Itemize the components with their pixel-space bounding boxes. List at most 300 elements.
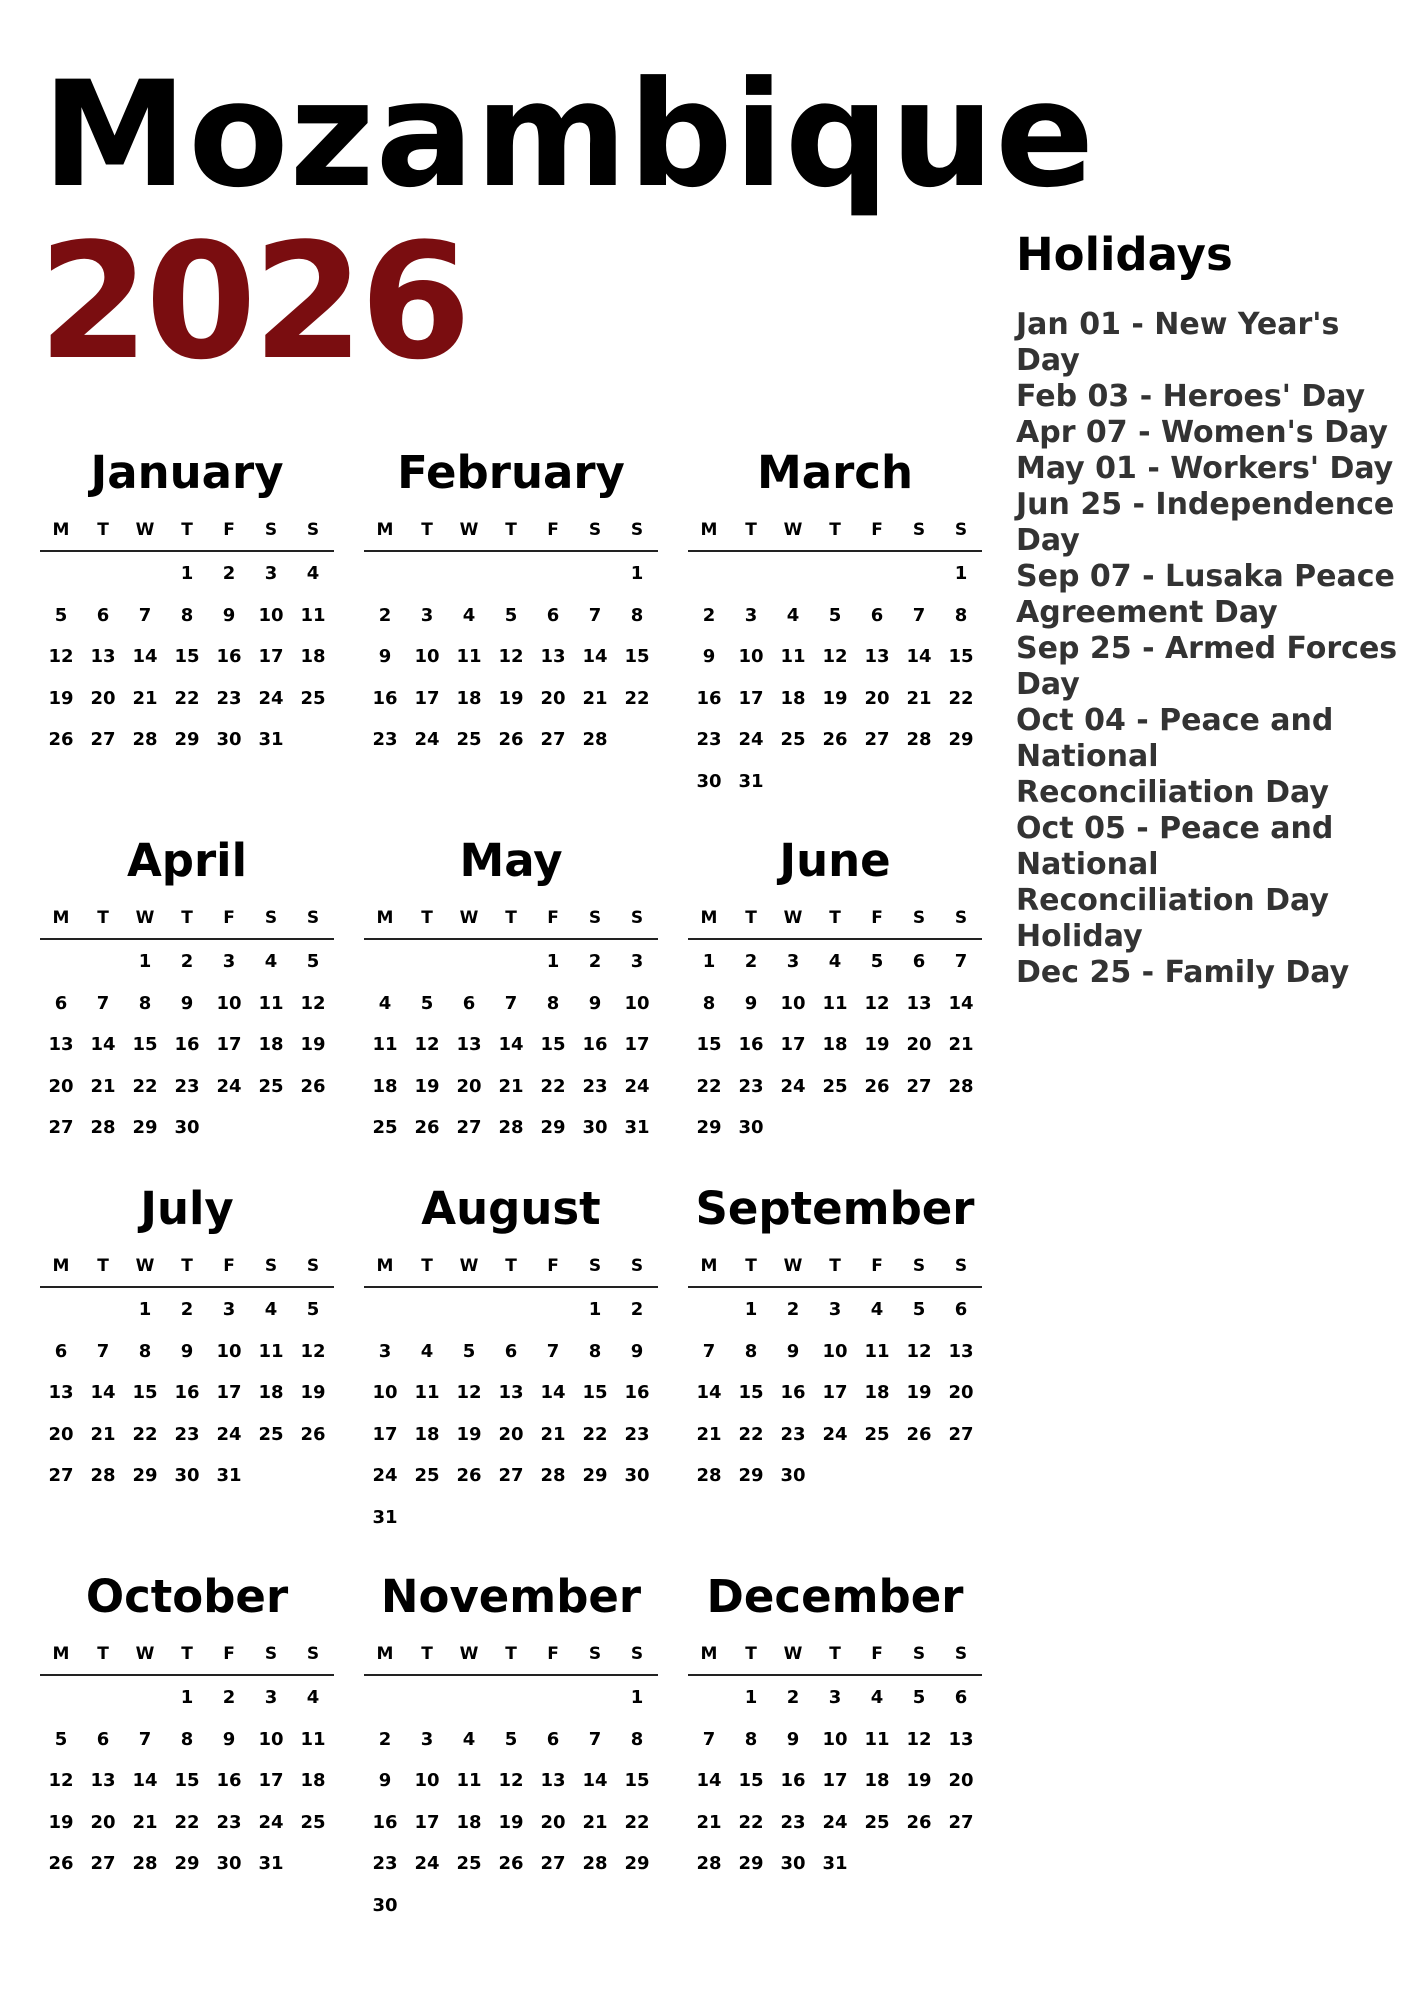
day-cell: 17 — [822, 1382, 848, 1403]
calendar-year: 2026 — [38, 208, 468, 395]
day-cell: 11 — [822, 992, 848, 1014]
day-cell: 25 — [372, 1117, 398, 1138]
day-cell: 7 — [96, 992, 110, 1014]
day-cell: 3 — [828, 1299, 842, 1320]
empty-day-cell — [82, 1298, 124, 1340]
day-cell: 1 — [954, 563, 968, 584]
day-cell: 8 — [744, 1728, 758, 1750]
day-cell: 5 — [306, 951, 320, 972]
weekday-label: M — [376, 520, 394, 540]
holiday-item: Jan 01 - New Year's Day — [1016, 307, 1340, 378]
month-december — [688, 1570, 982, 1894]
day-cell: 21 — [540, 1423, 566, 1445]
empty-day-cell — [490, 1686, 532, 1728]
empty-day-cell — [124, 1686, 166, 1728]
day-cell: 30 — [780, 1465, 806, 1486]
day-cell: 24 — [258, 687, 284, 709]
empty-day-cell — [574, 1686, 616, 1728]
day-cell: 9 — [744, 992, 758, 1014]
month-name: October — [85, 1570, 289, 1623]
empty-day-cell — [40, 1686, 82, 1728]
weekday-label: S — [954, 1644, 968, 1664]
weekday-label: T — [505, 908, 517, 928]
day-grid — [688, 950, 982, 1158]
day-cell: 26 — [414, 1117, 440, 1138]
weekday-header — [40, 520, 334, 552]
day-cell: 24 — [216, 1075, 242, 1097]
empty-day-cell — [124, 562, 166, 604]
day-cell: 2 — [786, 1299, 800, 1320]
day-cell: 15 — [174, 646, 200, 667]
day-cell: 12 — [456, 1382, 482, 1403]
day-cell: 17 — [258, 646, 284, 667]
day-cell: 27 — [906, 1075, 932, 1097]
day-cell: 19 — [48, 1811, 74, 1833]
day-cell: 28 — [132, 729, 158, 750]
day-cell: 20 — [48, 1075, 74, 1097]
weekday-label: W — [459, 520, 479, 540]
day-cell: 22 — [624, 687, 650, 709]
day-cell: 23 — [780, 1811, 806, 1833]
day-cell: 9 — [222, 604, 236, 626]
day-cell: 27 — [498, 1465, 524, 1486]
day-cell: 5 — [912, 1687, 926, 1708]
weekday-label: S — [306, 908, 320, 928]
weekday-label: W — [783, 520, 803, 540]
weekday-label: T — [421, 1256, 433, 1276]
day-cell: 28 — [132, 1853, 158, 1874]
day-cell: 10 — [780, 992, 806, 1014]
day-cell: 7 — [702, 1340, 716, 1362]
day-cell: 25 — [300, 1811, 326, 1833]
day-cell: 29 — [738, 1853, 764, 1874]
weekday-label: F — [547, 908, 559, 928]
day-cell: 20 — [540, 687, 566, 709]
weekday-label: T — [181, 1256, 193, 1276]
day-cell: 21 — [948, 1034, 974, 1055]
weekday-label: W — [783, 908, 803, 928]
month-name: December — [706, 1570, 964, 1623]
day-grid — [364, 950, 658, 1158]
day-cell: 19 — [456, 1423, 482, 1445]
day-cell: 28 — [498, 1117, 524, 1138]
day-cell: 22 — [624, 1811, 650, 1833]
day-cell: 25 — [780, 729, 806, 750]
empty-day-cell — [406, 950, 448, 992]
day-cell: 13 — [906, 992, 932, 1014]
day-grid — [40, 1686, 334, 1894]
day-cell: 6 — [912, 951, 926, 972]
day-cell: 24 — [216, 1423, 242, 1445]
day-cell: 24 — [822, 1811, 848, 1833]
day-cell: 26 — [498, 1853, 524, 1874]
empty-day-cell — [364, 1686, 406, 1728]
weekday-header — [364, 908, 658, 940]
holiday-item: Sep 07 - Lusaka Peace Agreement Day — [1016, 559, 1395, 630]
empty-day-cell — [574, 562, 616, 604]
empty-day-cell — [898, 562, 940, 604]
day-cell: 11 — [456, 1770, 482, 1791]
day-cell: 21 — [906, 687, 932, 709]
day-cell: 19 — [498, 687, 524, 709]
empty-day-cell — [688, 562, 730, 604]
day-cell: 15 — [624, 646, 650, 667]
day-cell: 9 — [180, 992, 194, 1014]
day-cell: 1 — [180, 1687, 194, 1708]
weekday-label: M — [376, 1256, 394, 1276]
day-cell: 16 — [174, 1382, 200, 1403]
day-cell: 18 — [864, 1770, 890, 1791]
day-cell: 12 — [300, 992, 326, 1014]
day-cell: 30 — [174, 1465, 200, 1486]
weekday-label: T — [829, 520, 841, 540]
day-cell: 1 — [138, 1299, 152, 1320]
holidays-heading: Holidays — [1016, 228, 1233, 281]
day-cell: 28 — [696, 1465, 722, 1486]
day-cell: 5 — [306, 1299, 320, 1320]
day-cell: 21 — [90, 1075, 116, 1097]
day-cell: 19 — [906, 1770, 932, 1791]
day-cell: 20 — [90, 687, 116, 709]
weekday-label: T — [181, 908, 193, 928]
day-cell: 11 — [258, 992, 284, 1014]
empty-day-cell — [364, 950, 406, 992]
day-cell: 4 — [462, 604, 476, 626]
day-cell: 22 — [174, 1811, 200, 1833]
day-cell: 24 — [414, 729, 440, 750]
weekday-label: S — [954, 520, 968, 540]
day-cell: 14 — [132, 646, 158, 667]
weekday-label: S — [588, 908, 602, 928]
month-march — [688, 446, 982, 811]
empty-day-cell — [490, 950, 532, 992]
weekday-label: T — [181, 520, 193, 540]
day-cell: 9 — [786, 1728, 800, 1750]
empty-day-cell — [364, 1298, 406, 1340]
day-cell: 5 — [54, 604, 68, 626]
day-cell: 9 — [378, 1770, 392, 1791]
day-cell: 2 — [180, 951, 194, 972]
day-cell: 28 — [540, 1465, 566, 1486]
day-cell: 2 — [744, 951, 758, 972]
weekday-label: S — [588, 1644, 602, 1664]
month-name: July — [140, 1182, 234, 1235]
day-cell: 8 — [180, 1728, 194, 1750]
day-cell: 16 — [216, 1770, 242, 1791]
day-cell: 28 — [90, 1465, 116, 1486]
day-cell: 5 — [420, 992, 434, 1014]
month-name: April — [126, 834, 248, 887]
day-cell: 12 — [864, 992, 890, 1014]
day-cell: 24 — [624, 1075, 650, 1097]
empty-day-cell — [82, 1686, 124, 1728]
day-cell: 12 — [906, 1728, 932, 1750]
empty-day-cell — [406, 562, 448, 604]
day-cell: 20 — [948, 1770, 974, 1791]
day-cell: 21 — [90, 1423, 116, 1445]
day-cell: 4 — [870, 1687, 884, 1708]
day-cell: 17 — [624, 1034, 650, 1055]
empty-day-cell — [688, 1686, 730, 1728]
day-cell: 31 — [738, 770, 764, 792]
day-cell: 21 — [132, 687, 158, 709]
day-cell: 10 — [216, 992, 242, 1014]
weekday-label: F — [223, 908, 235, 928]
day-cell: 3 — [222, 1299, 236, 1320]
day-cell: 10 — [258, 1728, 284, 1750]
day-cell: 6 — [54, 992, 68, 1014]
day-cell: 10 — [258, 604, 284, 626]
weekday-label: M — [376, 908, 394, 928]
day-cell: 2 — [180, 1299, 194, 1320]
weekday-label: F — [871, 1256, 883, 1276]
day-cell: 31 — [258, 729, 284, 750]
month-june — [688, 834, 982, 1158]
day-cell: 20 — [540, 1811, 566, 1833]
day-cell: 15 — [624, 1770, 650, 1791]
day-cell: 17 — [372, 1423, 398, 1445]
day-cell: 24 — [414, 1853, 440, 1874]
weekday-label: S — [264, 1256, 278, 1276]
day-cell: 13 — [948, 1340, 974, 1362]
day-cell: 27 — [90, 729, 116, 750]
day-cell: 29 — [582, 1465, 608, 1486]
day-cell: 26 — [456, 1465, 482, 1486]
day-cell: 21 — [582, 687, 608, 709]
day-cell: 4 — [306, 1687, 320, 1708]
day-cell: 16 — [216, 646, 242, 667]
day-cell: 9 — [630, 1340, 644, 1362]
weekday-label: S — [630, 908, 644, 928]
month-name: August — [421, 1182, 601, 1235]
day-cell: 14 — [696, 1382, 722, 1403]
day-cell: 7 — [504, 992, 518, 1014]
day-cell: 26 — [48, 1853, 74, 1874]
weekday-label: F — [223, 1256, 235, 1276]
day-cell: 19 — [906, 1382, 932, 1403]
weekday-label: T — [97, 520, 109, 540]
day-cell: 26 — [48, 729, 74, 750]
day-cell: 12 — [906, 1340, 932, 1362]
day-cell: 25 — [258, 1075, 284, 1097]
calendar-title: Mozambique — [42, 50, 1096, 220]
day-cell: 16 — [624, 1382, 650, 1403]
day-cell: 27 — [48, 1117, 74, 1138]
day-cell: 4 — [462, 1728, 476, 1750]
day-cell: 14 — [948, 992, 974, 1014]
day-cell: 6 — [870, 604, 884, 626]
day-cell: 3 — [222, 951, 236, 972]
day-cell: 25 — [864, 1423, 890, 1445]
day-cell: 18 — [372, 1075, 398, 1097]
day-cell: 10 — [738, 646, 764, 667]
day-cell: 15 — [540, 1034, 566, 1055]
weekday-header — [688, 520, 982, 552]
day-cell: 15 — [738, 1382, 764, 1403]
day-cell: 7 — [588, 1728, 602, 1750]
weekday-label: T — [745, 908, 757, 928]
day-cell: 30 — [372, 1894, 398, 1916]
weekday-label: F — [547, 1644, 559, 1664]
day-cell: 17 — [414, 687, 440, 709]
day-cell: 4 — [828, 951, 842, 972]
day-cell: 12 — [822, 646, 848, 667]
weekday-header — [364, 520, 658, 552]
day-cell: 7 — [912, 604, 926, 626]
day-cell: 26 — [300, 1075, 326, 1097]
day-cell: 18 — [258, 1382, 284, 1403]
day-cell: 15 — [582, 1382, 608, 1403]
weekday-label: W — [459, 1256, 479, 1276]
day-cell: 28 — [90, 1117, 116, 1138]
day-cell: 28 — [696, 1853, 722, 1874]
day-cell: 25 — [456, 1853, 482, 1874]
weekday-header — [40, 1644, 334, 1676]
day-cell: 13 — [540, 646, 566, 667]
day-cell: 20 — [498, 1423, 524, 1445]
month-name: June — [779, 834, 891, 887]
day-cell: 9 — [702, 646, 716, 667]
day-cell: 23 — [696, 729, 722, 750]
day-grid — [364, 562, 658, 770]
day-cell: 8 — [138, 1340, 152, 1362]
weekday-label: F — [871, 1644, 883, 1664]
day-cell: 13 — [48, 1382, 74, 1403]
weekday-label: W — [135, 1644, 155, 1664]
holiday-item: Dec 25 - Family Day — [1016, 955, 1350, 990]
day-cell: 12 — [48, 1770, 74, 1791]
day-cell: 13 — [90, 1770, 116, 1791]
day-cell: 12 — [300, 1340, 326, 1362]
day-cell: 5 — [54, 1728, 68, 1750]
day-cell: 11 — [300, 604, 326, 626]
day-cell: 21 — [132, 1811, 158, 1833]
weekday-label: S — [306, 1644, 320, 1664]
weekday-label: T — [181, 1644, 193, 1664]
day-cell: 5 — [912, 1299, 926, 1320]
day-cell: 3 — [630, 951, 644, 972]
weekday-label: T — [97, 1256, 109, 1276]
day-grid — [688, 562, 982, 811]
month-name: March — [756, 446, 914, 499]
day-cell: 18 — [456, 687, 482, 709]
day-cell: 31 — [372, 1506, 398, 1528]
weekday-label: T — [505, 1644, 517, 1664]
day-cell: 6 — [54, 1340, 68, 1362]
day-cell: 23 — [216, 1811, 242, 1833]
weekday-label: M — [700, 520, 718, 540]
day-cell: 16 — [174, 1034, 200, 1055]
day-cell: 30 — [624, 1465, 650, 1486]
day-cell: 15 — [132, 1034, 158, 1055]
weekday-label: S — [306, 520, 320, 540]
empty-day-cell — [364, 562, 406, 604]
weekday-label: M — [52, 520, 70, 540]
weekday-label: W — [459, 908, 479, 928]
weekday-label: T — [745, 1256, 757, 1276]
day-cell: 20 — [48, 1423, 74, 1445]
day-cell: 17 — [780, 1034, 806, 1055]
day-cell: 12 — [414, 1034, 440, 1055]
day-cell: 18 — [300, 1770, 326, 1791]
day-cell: 8 — [588, 1340, 602, 1362]
day-cell: 5 — [504, 604, 518, 626]
weekday-header — [364, 1256, 658, 1288]
empty-day-cell — [40, 562, 82, 604]
day-cell: 7 — [138, 1728, 152, 1750]
weekday-label: M — [52, 1644, 70, 1664]
day-cell: 30 — [174, 1117, 200, 1138]
day-cell: 10 — [372, 1382, 398, 1403]
weekday-label: T — [829, 908, 841, 928]
day-cell: 22 — [174, 687, 200, 709]
weekday-label: T — [745, 520, 757, 540]
day-cell: 10 — [414, 646, 440, 667]
weekday-label: T — [97, 1644, 109, 1664]
day-cell: 28 — [906, 729, 932, 750]
day-cell: 14 — [90, 1034, 116, 1055]
day-cell: 12 — [498, 646, 524, 667]
day-cell: 19 — [300, 1034, 326, 1055]
weekday-label: T — [421, 520, 433, 540]
day-cell: 11 — [456, 646, 482, 667]
day-cell: 19 — [822, 687, 848, 709]
day-cell: 22 — [582, 1423, 608, 1445]
day-cell: 15 — [696, 1034, 722, 1055]
holiday-item: Jun 25 - Independence Day — [1016, 487, 1395, 558]
day-cell: 1 — [630, 1687, 644, 1708]
weekday-label: T — [421, 908, 433, 928]
day-cell: 13 — [864, 646, 890, 667]
day-cell: 26 — [498, 729, 524, 750]
day-cell: 29 — [132, 1117, 158, 1138]
holiday-item: Apr 07 - Women's Day — [1016, 415, 1388, 450]
day-cell: 3 — [420, 604, 434, 626]
day-cell: 5 — [828, 604, 842, 626]
month-name: May — [459, 834, 563, 887]
day-cell: 22 — [132, 1075, 158, 1097]
day-cell: 1 — [744, 1687, 758, 1708]
month-august — [364, 1182, 658, 1547]
day-cell: 6 — [96, 1728, 110, 1750]
day-cell: 22 — [132, 1423, 158, 1445]
day-cell: 9 — [378, 646, 392, 667]
day-cell: 20 — [906, 1034, 932, 1055]
day-cell: 6 — [954, 1299, 968, 1320]
day-cell: 23 — [372, 1853, 398, 1874]
weekday-label: T — [421, 1644, 433, 1664]
day-grid — [688, 1686, 982, 1894]
day-cell: 16 — [582, 1034, 608, 1055]
day-cell: 30 — [582, 1117, 608, 1138]
day-cell: 29 — [624, 1853, 650, 1874]
day-cell: 23 — [738, 1075, 764, 1097]
day-grid — [688, 1298, 982, 1506]
day-cell: 11 — [414, 1382, 440, 1403]
empty-day-cell — [532, 1298, 574, 1340]
day-cell: 29 — [738, 1465, 764, 1486]
day-cell: 16 — [372, 687, 398, 709]
weekday-header — [40, 1256, 334, 1288]
weekday-label: M — [52, 1256, 70, 1276]
day-cell: 1 — [744, 1299, 758, 1320]
day-cell: 25 — [822, 1075, 848, 1097]
day-grid — [40, 950, 334, 1158]
day-cell: 25 — [300, 687, 326, 709]
day-cell: 31 — [258, 1853, 284, 1874]
day-cell: 21 — [696, 1811, 722, 1833]
empty-day-cell — [856, 562, 898, 604]
